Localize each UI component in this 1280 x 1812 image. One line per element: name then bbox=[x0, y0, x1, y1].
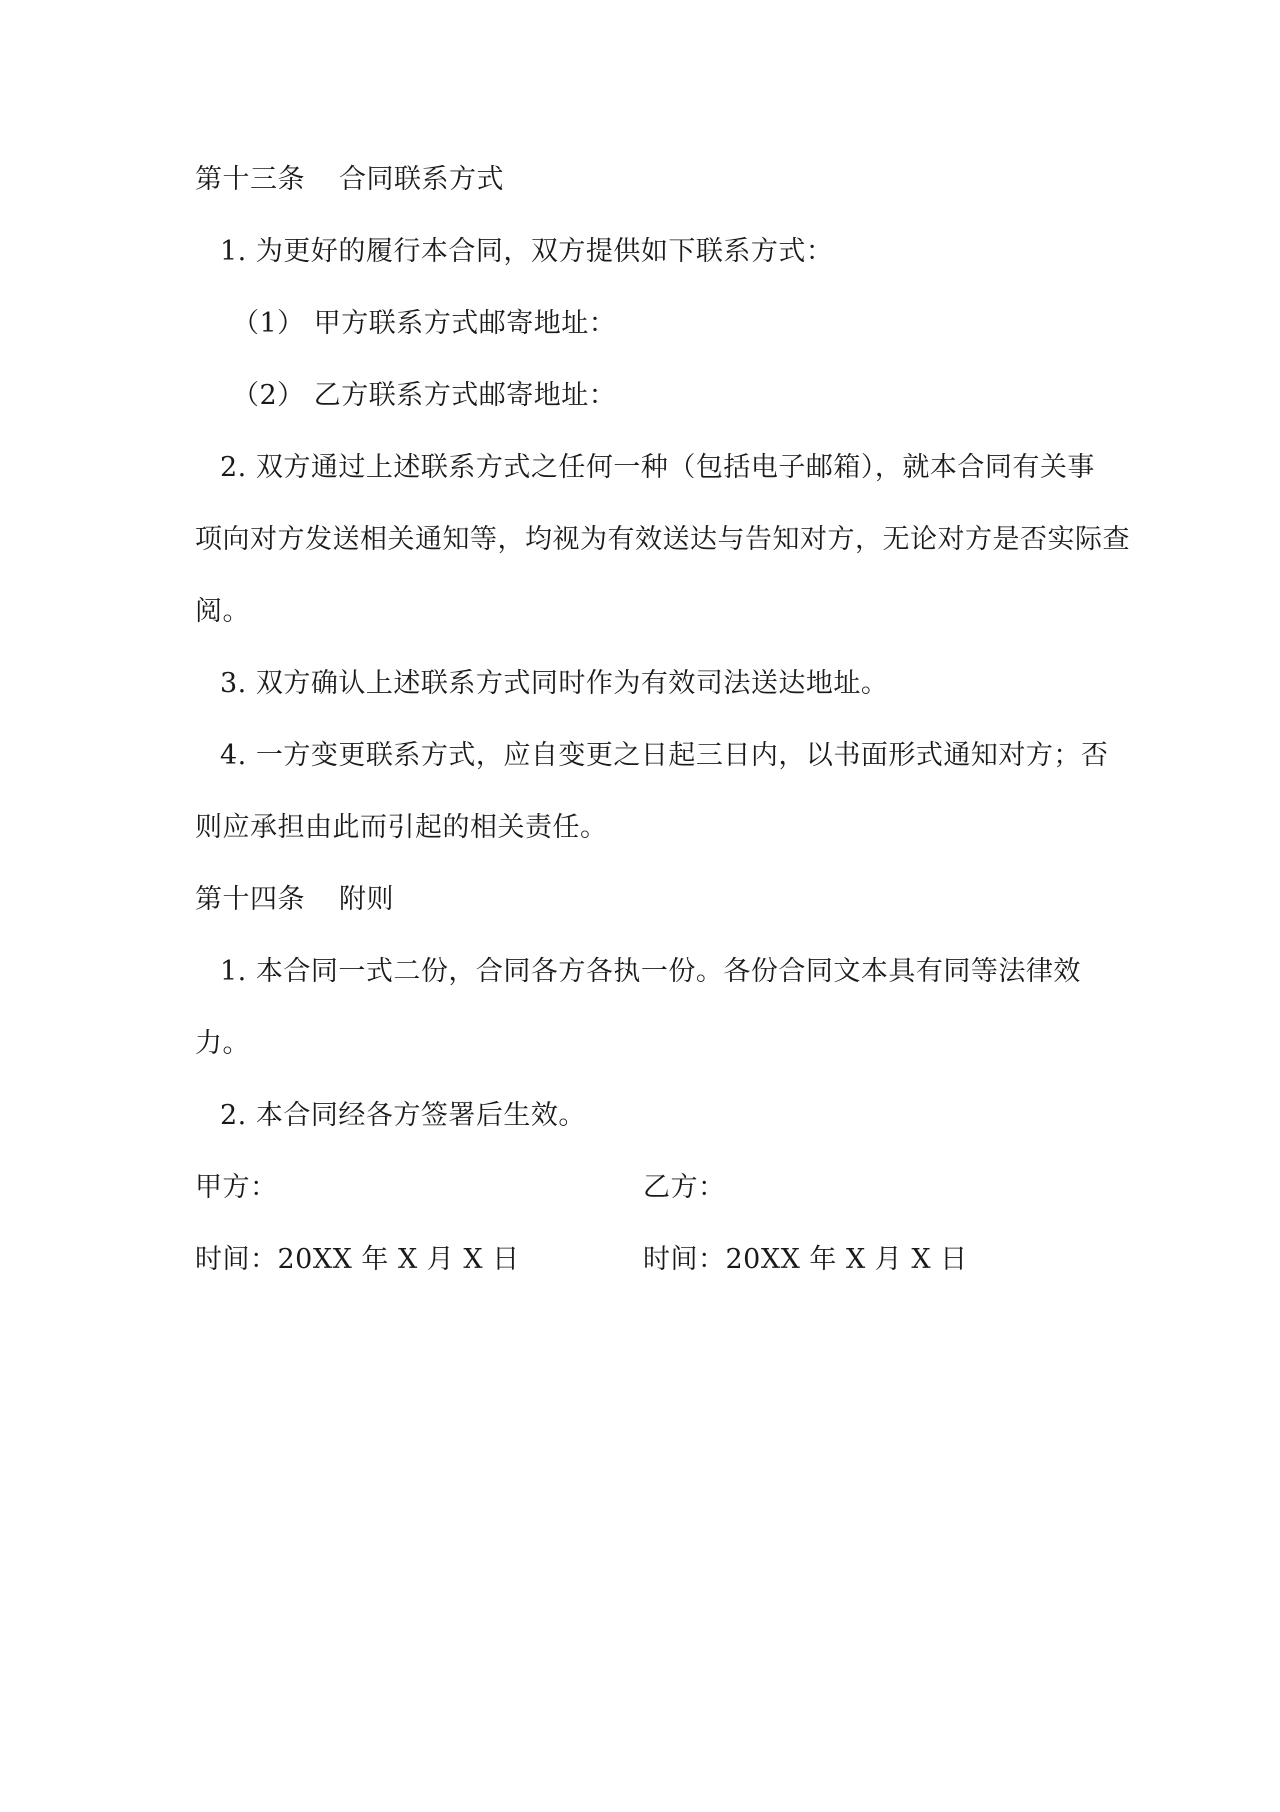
section-13-item-1-sub-1: （1） 甲方联系方式邮寄地址： bbox=[232, 308, 617, 339]
section-14-item-1-line-1: 1. 本合同一式二份，合同各方各执一份。各份合同文本具有同等法律效 bbox=[220, 956, 1081, 987]
section-13-item-2-line-2: 项向对方发送相关通知等，均视为有效送达与告知对方，无论对方是否实际查 bbox=[195, 524, 1130, 555]
section-14-item-1-line-2: 力。 bbox=[195, 1028, 250, 1059]
section-13-item-4-line-1: 4. 一方变更联系方式，应自变更之日起三日内，以书面形式通知对方；否 bbox=[220, 740, 1109, 771]
section-13-item-4-line-2: 则应承担由此而引起的相关责任。 bbox=[195, 812, 608, 843]
section-14-item-2: 2. 本合同经各方签署后生效。 bbox=[220, 1100, 586, 1131]
section-13-number: 第十三条 bbox=[195, 164, 305, 195]
section-13-heading bbox=[195, 160, 504, 200]
section-13-item-2-line-3: 阅。 bbox=[195, 596, 250, 627]
party-a-date: 时间：20XX 年 X 月 X 日 bbox=[195, 1244, 520, 1275]
section-13-item-2-line-1: 2. 双方通过上述联系方式之任何一种（包括电子邮箱），就本合同有关事 bbox=[220, 452, 1095, 483]
section-14-number: 第十四条 bbox=[195, 884, 305, 915]
section-14-title: 附则 bbox=[339, 884, 394, 915]
section-13-item-3: 3. 双方确认上述联系方式同时作为有效司法送达地址。 bbox=[220, 668, 889, 699]
party-b-label: 乙方： bbox=[643, 1172, 726, 1203]
party-b-date: 时间：20XX 年 X 月 X 日 bbox=[643, 1244, 968, 1275]
section-13-item-1: 1. 为更好的履行本合同，双方提供如下联系方式： bbox=[220, 236, 834, 267]
section-14-heading bbox=[195, 880, 394, 920]
party-a-label: 甲方： bbox=[195, 1172, 278, 1203]
section-13-item-1-sub-2: （2） 乙方联系方式邮寄地址： bbox=[232, 380, 617, 411]
section-13-title: 合同联系方式 bbox=[339, 164, 504, 195]
